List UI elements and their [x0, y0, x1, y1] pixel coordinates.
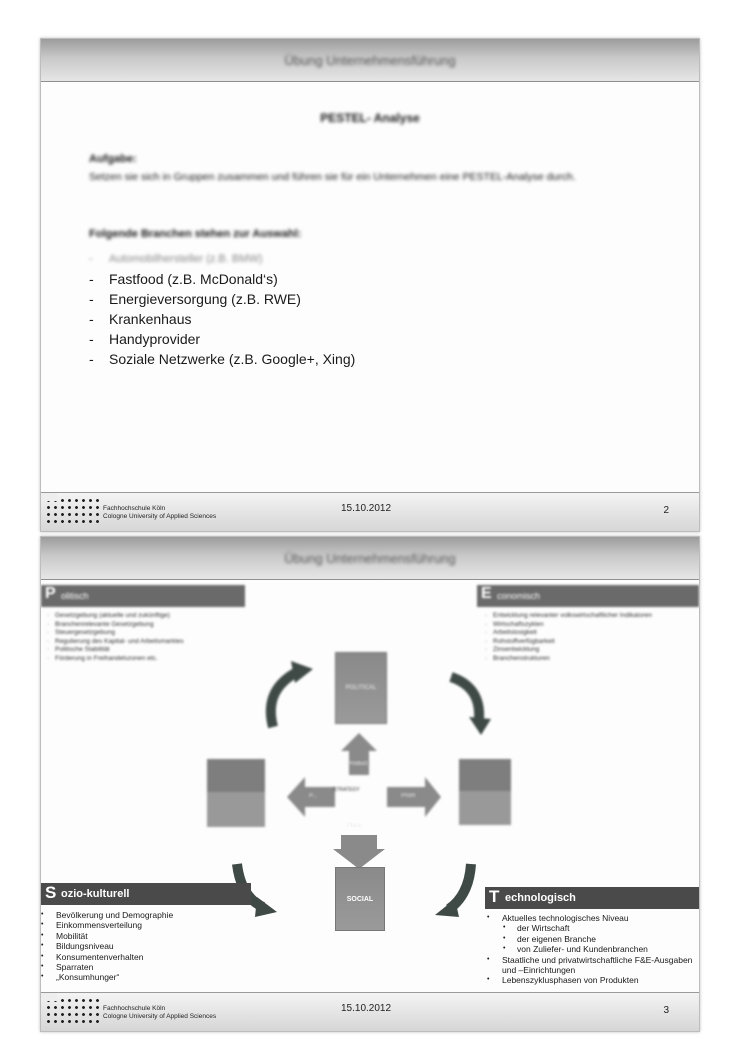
- list-item: • Lebenszyklusphasen von Produkten: [487, 975, 695, 985]
- list-item: · Branchenrelevante Gesetzgebung: [47, 621, 252, 630]
- task-heading: Aufgabe:: [89, 153, 137, 165]
- arrowhead-icon: [469, 717, 491, 735]
- technological-header: T echnologisch: [485, 887, 699, 909]
- list-item: · Rohstoffverfügbarkeit: [485, 638, 675, 647]
- page-number: 2: [663, 505, 669, 516]
- list-item: • Mobilität: [41, 931, 251, 941]
- list-item: · Politische Stabilität: [47, 646, 252, 655]
- list-item: · Arbeitslosigkeit: [485, 629, 675, 638]
- slide-header: [41, 39, 699, 82]
- list-item: - Handyprovider: [89, 331, 201, 347]
- task-text: Setzen sie sich in Gruppen zusammen und führen sie für ein Unternehmen eine PESTEL-Analyse durch.: [89, 171, 576, 183]
- list-item: · Wirtschaftszyklen: [485, 621, 675, 630]
- footer-date: 15.10.2012: [341, 503, 392, 514]
- arrowhead-icon: [255, 897, 277, 917]
- list-item: · Zinsentwicklung: [485, 646, 675, 655]
- list-item: · Regulierung des Kapital- und Arbeitsmarktes: [47, 638, 252, 647]
- technological-list: [487, 913, 695, 986]
- list-item: • Einkommensverteilung: [41, 920, 251, 930]
- arrow-label-place: Place: [347, 823, 363, 829]
- list-item: - Soziale Netzwerke (z.B. Google+, Xing): [89, 351, 356, 367]
- list-item: · Entwicklung relevanter volkswirtschaftlicher Indikatoren: [485, 612, 675, 621]
- list-item: • der Wirtschaft: [487, 923, 695, 933]
- social-list: [41, 910, 251, 983]
- list-item: • Konsumentenverhalten: [41, 952, 251, 962]
- list-item: - Krankenhaus: [89, 311, 192, 327]
- curved-arrow-icon: [451, 677, 479, 719]
- arrowhead-icon: [291, 661, 313, 683]
- social-box: SOCIAL: [335, 867, 385, 931]
- arrow-down-icon: [333, 835, 385, 869]
- strategy-label: STRATEGY: [333, 787, 360, 793]
- slide-footer: [41, 992, 699, 1031]
- list-item: - Fastfood (z.B. McDonald‘s): [89, 271, 278, 287]
- logo-dots-icon: [45, 997, 101, 1027]
- slide-pestel-diagram: [40, 536, 700, 1032]
- arrow-label-promotion: Prom: [401, 793, 416, 799]
- slide-header-title: Übung Unternehmensführung: [284, 551, 456, 566]
- slide-title: PESTEL- Analyse: [320, 111, 420, 125]
- list-item: · Steuergesetzgebung: [47, 629, 252, 638]
- list-item: • Bildungsniveau: [41, 941, 251, 951]
- economic-header: E conomisch: [477, 585, 699, 607]
- institution-name: Fachhochschule Köln Cologne University of Applied Sciences: [103, 1005, 217, 1020]
- list-item: • Staatliche und privatwirtschaftliche F&E-Ausgaben und –Einrichtungen: [487, 955, 695, 976]
- list-item: - Energieversorgung (z.B. RWE): [89, 291, 301, 307]
- arrow-up-icon: [341, 733, 377, 775]
- list-item: · Gesetzgebung (aktuelle und zukünftige): [47, 612, 252, 621]
- list-item: • der eigenen Branche: [487, 934, 695, 944]
- list-item: - Automobilhersteller (z.B. BMW): [89, 253, 263, 265]
- list-item: • von Zuliefer- und Kundenbranchen: [487, 944, 695, 954]
- list-item: • „Konsumhunger“: [41, 972, 251, 982]
- center-arrows: [287, 733, 441, 817]
- right-pillar: [459, 759, 511, 825]
- footer-date: 15.10.2012: [341, 1003, 392, 1014]
- arrow-right-icon: [425, 777, 441, 817]
- list-item: • Sparraten: [41, 962, 251, 972]
- list-item: · Förderung in Freihandelszonen etc.: [47, 655, 252, 664]
- slide-header-title: Übung Unternehmensführung: [284, 53, 456, 68]
- slide-footer: [41, 492, 699, 531]
- list-item: · Branchenstrukturen: [485, 655, 675, 664]
- left-pillar: [207, 759, 265, 827]
- slide-pestel-task: [40, 38, 700, 532]
- arrow-label-product: Product: [347, 761, 368, 767]
- institution-name: Fachhochschule Köln Cologne University of Applied Sciences: [103, 505, 217, 520]
- arrowhead-icon: [435, 899, 459, 917]
- list-item: • Aktuelles technologisches Niveau: [487, 913, 695, 923]
- arrow-label-price: P...: [309, 793, 318, 799]
- list-heading: Folgende Branchen stehen zur Auswahl:: [89, 228, 302, 240]
- social-header: S ozio-kulturell: [41, 883, 251, 905]
- center-arrow-down: [333, 835, 385, 869]
- page-number: 3: [663, 1005, 669, 1016]
- list-item: • Bevölkerung und Demographie: [41, 910, 251, 920]
- logo-dots-icon: [45, 497, 101, 527]
- political-header: P olitisch: [41, 585, 245, 607]
- political-box: POLITICAL: [335, 652, 387, 724]
- industry-list: [89, 249, 355, 369]
